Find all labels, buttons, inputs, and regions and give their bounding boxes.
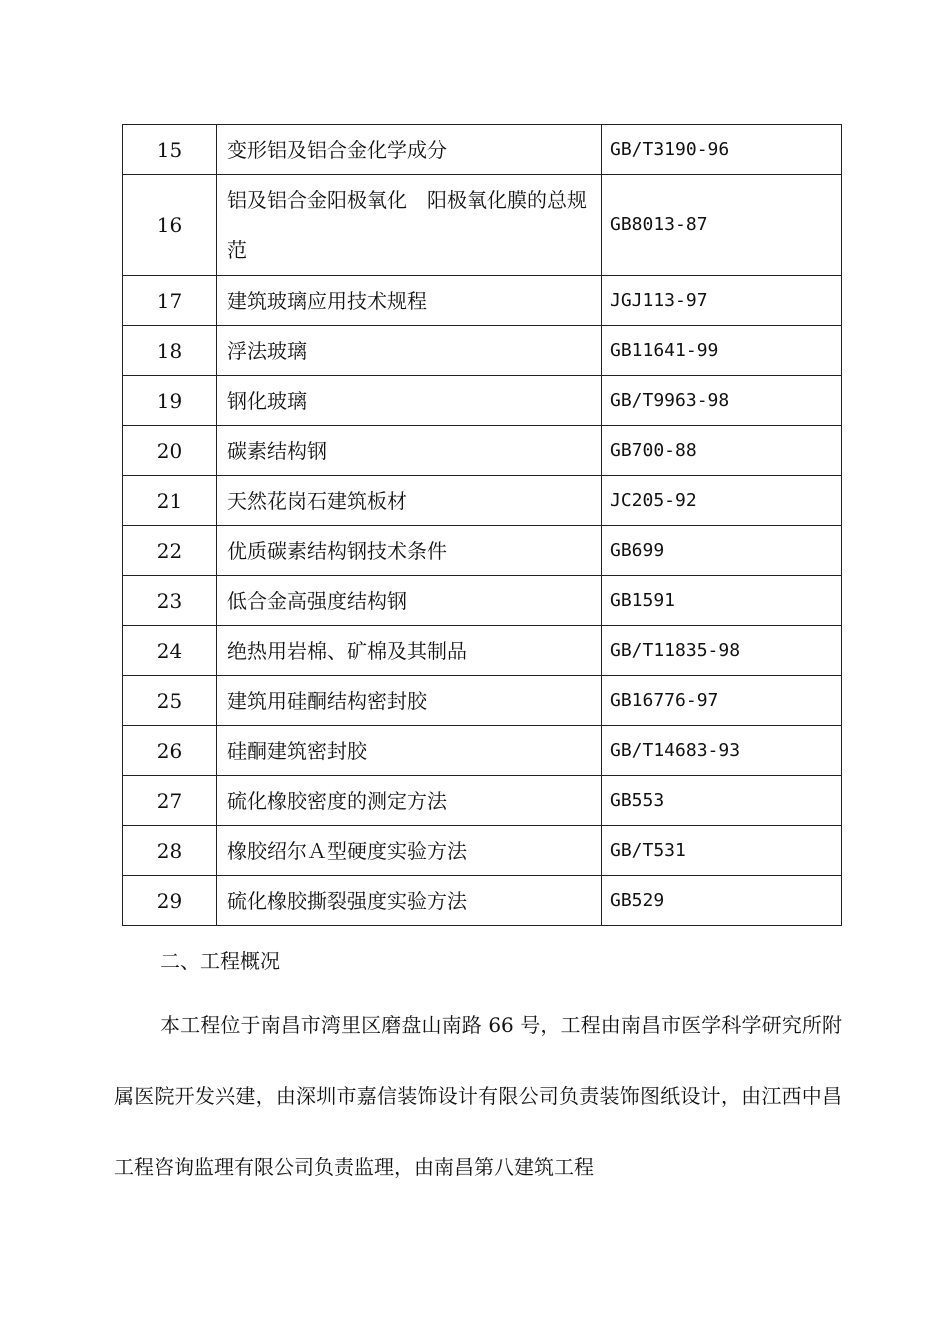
row-number: 17 xyxy=(123,276,217,326)
row-number: 19 xyxy=(123,376,217,426)
standard-name: 低合金高强度结构钢 xyxy=(217,576,602,626)
row-number: 24 xyxy=(123,626,217,676)
standard-code: GB/T14683-93 xyxy=(602,726,842,776)
standard-code: JC205-92 xyxy=(602,476,842,526)
row-number: 20 xyxy=(123,426,217,476)
standard-code: GB553 xyxy=(602,776,842,826)
standard-name: 橡胶绍尔Ａ型硬度实验方法 xyxy=(217,826,602,876)
standard-name: 硫化橡胶撕裂强度实验方法 xyxy=(217,876,602,926)
table-row xyxy=(123,376,842,426)
standard-code: GB/T9963-98 xyxy=(602,376,842,426)
project-overview-paragraph: 本工程位于南昌市湾里区磨盘山南路 66 号，工程由南昌市医学科学研究所附属医院开发兴建，由深圳市嘉信装饰设计有限公司负责装饰图纸设计，由江西中昌工程咨询监理有限公司负责监理，由南昌第八建筑工程 xyxy=(114,1013,842,1179)
standards-table xyxy=(122,124,842,926)
standard-code: GB1591 xyxy=(602,576,842,626)
table-row xyxy=(123,276,842,326)
table-row xyxy=(123,676,842,726)
row-number: 21 xyxy=(123,476,217,526)
standard-name: 绝热用岩棉、矿棉及其制品 xyxy=(217,626,602,676)
standard-code: JGJ113-97 xyxy=(602,276,842,326)
table-row xyxy=(123,826,842,876)
row-number: 25 xyxy=(123,676,217,726)
section-heading: 二、工程概况 xyxy=(160,949,280,973)
standard-code: GB/T11835-98 xyxy=(602,626,842,676)
standard-code: GB8013-87 xyxy=(602,175,842,276)
standard-name: 建筑玻璃应用技术规程 xyxy=(217,276,602,326)
standard-name: 优质碳素结构钢技术条件 xyxy=(217,526,602,576)
table-row xyxy=(123,576,842,626)
standard-code: GB16776-97 xyxy=(602,676,842,726)
standard-code: GB/T3190-96 xyxy=(602,125,842,175)
standard-name: 天然花岗石建筑板材 xyxy=(217,476,602,526)
row-number: 29 xyxy=(123,876,217,926)
standard-name: 硅酮建筑密封胶 xyxy=(217,726,602,776)
row-number: 15 xyxy=(123,125,217,175)
standard-name: 建筑用硅酮结构密封胶 xyxy=(217,676,602,726)
table-row xyxy=(123,876,842,926)
row-number: 26 xyxy=(123,726,217,776)
row-number: 23 xyxy=(123,576,217,626)
standard-name: 变形铝及铝合金化学成分 xyxy=(217,125,602,175)
table-row xyxy=(123,626,842,676)
standard-code: GB11641-99 xyxy=(602,326,842,376)
row-number: 28 xyxy=(123,826,217,876)
table-row xyxy=(123,526,842,576)
table-row xyxy=(123,776,842,826)
standard-code: GB699 xyxy=(602,526,842,576)
row-number: 22 xyxy=(123,526,217,576)
standard-name: 铝及铝合金阳极氧化 阳极氧化膜的总规范 xyxy=(217,175,602,276)
table-row xyxy=(123,175,842,276)
standard-name: 钢化玻璃 xyxy=(217,376,602,426)
row-number: 18 xyxy=(123,326,217,376)
table-row xyxy=(123,326,842,376)
table-row xyxy=(123,426,842,476)
standard-name: 碳素结构钢 xyxy=(217,426,602,476)
standard-name: 硫化橡胶密度的测定方法 xyxy=(217,776,602,826)
row-number: 27 xyxy=(123,776,217,826)
table-row xyxy=(123,726,842,776)
table-row xyxy=(123,476,842,526)
standard-code: GB700-88 xyxy=(602,426,842,476)
table-row xyxy=(123,125,842,175)
row-number: 16 xyxy=(123,175,217,276)
standard-name: 浮法玻璃 xyxy=(217,326,602,376)
standard-code: GB529 xyxy=(602,876,842,926)
standard-code: GB/T531 xyxy=(602,826,842,876)
